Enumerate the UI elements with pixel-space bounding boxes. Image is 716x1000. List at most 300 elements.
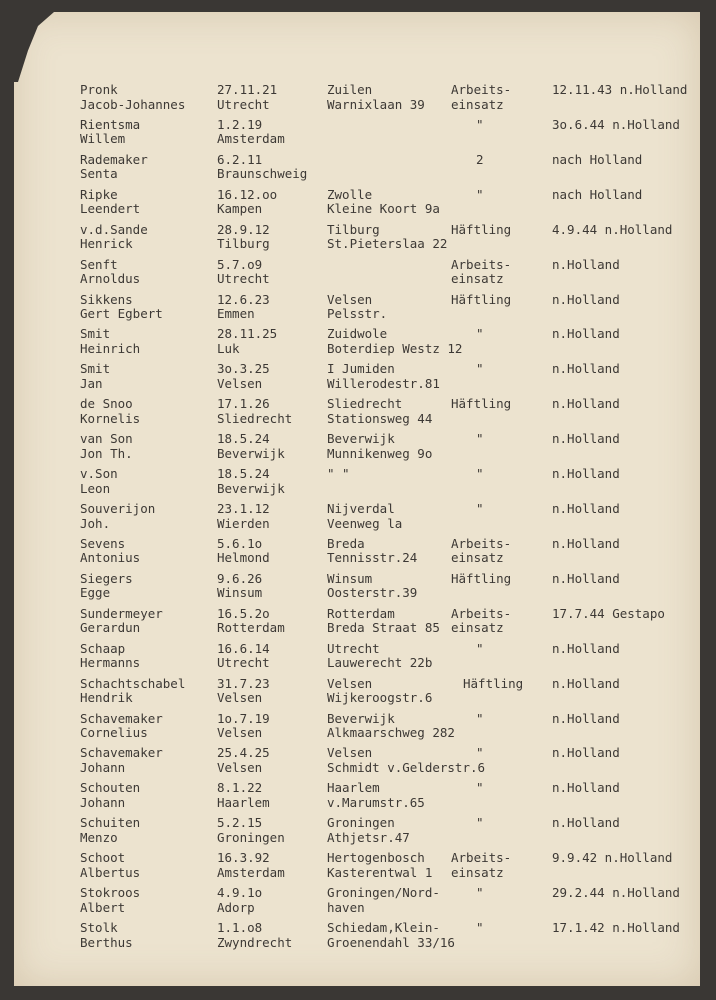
status-cell — [476, 502, 484, 517]
first-name: Senta — [80, 166, 118, 182]
name-cell — [80, 293, 163, 322]
address: Breda Straat 85 — [327, 620, 440, 636]
status-2: einsatz — [451, 864, 504, 880]
status-cell — [476, 118, 484, 133]
status-2: einsatz — [451, 271, 504, 287]
birth-place: Utrecht — [217, 271, 270, 287]
status-cell — [476, 712, 484, 727]
address-cell — [327, 502, 402, 531]
address-cell — [327, 397, 432, 426]
remark: 12.11.43 n.Holland — [552, 82, 688, 97]
birth-place: Sliedrecht — [217, 410, 293, 426]
birth-date: 25.4.25 — [217, 745, 270, 761]
name-cell — [80, 677, 185, 706]
name-cell — [80, 712, 163, 741]
last-name: Siegers — [80, 570, 133, 586]
birth-cell — [217, 467, 285, 496]
status-cell — [476, 467, 484, 482]
city: " " — [327, 466, 350, 482]
status-cell — [451, 397, 511, 412]
name-cell — [80, 502, 155, 531]
status-cell — [476, 188, 484, 203]
status-cell — [451, 83, 511, 112]
status-cell — [476, 781, 484, 796]
remark-cell — [552, 851, 672, 866]
remark-cell — [552, 677, 620, 692]
address: Tennisstr.24 — [327, 550, 418, 566]
birth-cell — [217, 572, 262, 601]
city: Haarlem — [327, 780, 380, 796]
status-1: " — [476, 815, 484, 831]
birth-place: Rotterdam — [217, 620, 285, 636]
address: Stationsweg 44 — [327, 410, 433, 426]
remark-cell — [552, 816, 620, 831]
first-name: Cornelius — [80, 725, 148, 741]
first-name: Joh. — [80, 515, 111, 531]
address-cell — [327, 572, 417, 601]
birth-date: 17.1.26 — [217, 396, 270, 412]
status-cell — [476, 921, 484, 936]
address-cell — [327, 327, 462, 356]
remark-cell — [552, 223, 672, 238]
city: Beverwijk — [327, 431, 395, 447]
address: Schmidt v.Gelderstr.6 — [327, 759, 486, 775]
city: I Jumiden — [327, 361, 395, 377]
name-cell — [80, 118, 140, 147]
remark: 9.9.42 n.Holland — [552, 850, 673, 866]
address: Warnixlaan 39 — [327, 96, 425, 112]
last-name: de Snoo — [80, 396, 133, 412]
address-cell — [327, 677, 432, 706]
birth-cell — [217, 397, 292, 426]
status-1: " — [476, 431, 484, 447]
birth-place: Adorp — [217, 899, 255, 915]
record-row — [14, 572, 700, 606]
status-1: " — [476, 116, 484, 132]
name-cell — [80, 467, 118, 496]
first-name: Jan — [80, 375, 103, 391]
birth-cell — [217, 432, 285, 461]
birth-date: 6.2.11 — [217, 151, 263, 167]
record-row — [14, 362, 700, 396]
address-cell — [327, 851, 432, 880]
status-cell — [476, 153, 484, 168]
remark-cell — [552, 746, 620, 761]
address-cell — [327, 746, 485, 775]
birth-date: 12.6.23 — [217, 291, 270, 307]
status-1: " — [476, 640, 484, 656]
status-cell — [451, 537, 511, 566]
status-1: Arbeits- — [451, 535, 512, 551]
remark: 3o.6.44 n.Holland — [552, 116, 680, 132]
remark: n.Holland — [552, 710, 620, 726]
name-cell — [80, 537, 140, 566]
city: Sliedrecht — [327, 396, 403, 412]
status-cell — [476, 886, 484, 901]
first-name: Leon — [80, 480, 111, 496]
birth-cell — [217, 816, 285, 845]
status-cell — [476, 327, 484, 342]
birth-date: 16.12.oo — [217, 186, 278, 202]
birth-cell — [217, 118, 285, 147]
name-cell — [80, 153, 148, 182]
last-name: van Son — [80, 431, 133, 447]
last-name: v.Son — [80, 466, 118, 482]
remark-cell — [552, 572, 620, 587]
city: Schiedam,Klein- — [327, 920, 440, 936]
record-row — [14, 746, 700, 780]
status-cell — [476, 362, 484, 377]
record-row — [14, 677, 700, 711]
birth-cell — [217, 83, 277, 112]
remark-cell — [552, 712, 620, 727]
name-cell — [80, 188, 140, 217]
birth-place: Velsen — [217, 690, 263, 706]
last-name: Senft — [80, 256, 118, 272]
birth-date: 1.1.o8 — [217, 920, 263, 936]
status-cell — [451, 572, 511, 587]
first-name: Arnoldus — [80, 271, 141, 287]
birth-place: Luk — [217, 340, 240, 356]
last-name: Sikkens — [80, 291, 133, 307]
first-name: Egge — [80, 585, 111, 601]
name-cell — [80, 327, 140, 356]
birth-cell — [217, 362, 270, 391]
remark-cell — [552, 118, 680, 133]
status-1: " — [476, 745, 484, 761]
city: Zwolle — [327, 186, 373, 202]
last-name: Stokroos — [80, 885, 141, 901]
birth-cell — [217, 642, 270, 671]
name-cell — [80, 432, 133, 461]
address: Athjetsr.47 — [327, 829, 410, 845]
birth-date: 5.6.1o — [217, 535, 263, 551]
remark-cell — [552, 432, 620, 447]
record-row — [14, 223, 700, 257]
last-name: Pronk — [80, 82, 118, 97]
remark: 29.2.44 n.Holland — [552, 885, 680, 901]
first-name: Willem — [80, 131, 126, 147]
status-1: Häftling — [451, 221, 512, 237]
last-name: Ripke — [80, 186, 118, 202]
birth-place: Velsen — [217, 759, 263, 775]
remark: n.Holland — [552, 326, 620, 342]
birth-cell — [217, 607, 285, 636]
record-row — [14, 781, 700, 815]
remark-cell — [552, 188, 642, 203]
status-1: Arbeits- — [451, 82, 512, 97]
birth-place: Winsum — [217, 585, 263, 601]
remark-cell — [552, 83, 687, 98]
remark: n.Holland — [552, 780, 620, 796]
first-name: Johann — [80, 759, 126, 775]
status-1: " — [476, 780, 484, 796]
first-name: Gerardun — [80, 620, 141, 636]
record-row — [14, 258, 700, 292]
address: Oosterstr.39 — [327, 585, 418, 601]
first-name: Antonius — [80, 550, 141, 566]
birth-date: 27.11.21 — [217, 82, 278, 97]
remark-cell — [552, 886, 680, 901]
address-cell — [327, 83, 425, 112]
first-name: Albertus — [80, 864, 141, 880]
remark: n.Holland — [552, 815, 620, 831]
address-cell — [327, 921, 455, 950]
birth-date: 5.2.15 — [217, 815, 263, 831]
status-cell — [451, 223, 511, 238]
remark-cell — [552, 607, 665, 622]
name-cell — [80, 362, 110, 391]
remark: nach Holland — [552, 151, 643, 167]
status-1: " — [476, 501, 484, 517]
status-1: Arbeits- — [451, 256, 512, 272]
birth-date: 16.5.2o — [217, 605, 270, 621]
status-1: Häftling — [451, 291, 512, 307]
birth-place: Amsterdam — [217, 864, 285, 880]
address: St.Pieterslaa 22 — [327, 236, 448, 252]
name-cell — [80, 642, 140, 671]
birth-cell — [217, 327, 277, 356]
address-cell — [327, 467, 350, 482]
birth-cell — [217, 223, 270, 252]
last-name: Sevens — [80, 535, 126, 551]
last-name: Smit — [80, 361, 111, 377]
birth-cell — [217, 921, 292, 950]
last-name: Schachtschabel — [80, 675, 186, 691]
address: Veenweg la — [327, 515, 403, 531]
city: Tilburg — [327, 221, 380, 237]
address: Pelsstr. — [327, 306, 388, 322]
birth-place: Groningen — [217, 829, 285, 845]
birth-date: 28.9.12 — [217, 221, 270, 237]
birth-cell — [217, 886, 262, 915]
last-name: Schavemaker — [80, 745, 163, 761]
status-cell — [451, 258, 511, 287]
record-row — [14, 397, 700, 431]
birth-cell — [217, 746, 270, 775]
record-row — [14, 851, 700, 885]
city: Zuidwole — [327, 326, 388, 342]
birth-date: 9.6.26 — [217, 570, 263, 586]
status-cell — [476, 816, 484, 831]
last-name: Schavemaker — [80, 710, 163, 726]
birth-date: 5.7.o9 — [217, 256, 263, 272]
birth-place: Velsen — [217, 375, 263, 391]
city: Zuilen — [327, 82, 373, 97]
status-1: " — [476, 466, 484, 482]
record-row — [14, 118, 700, 152]
record-row — [14, 816, 700, 850]
remark: n.Holland — [552, 256, 620, 272]
address: Kasterentwal 1 — [327, 864, 433, 880]
record-row — [14, 642, 700, 676]
remark: n.Holland — [552, 640, 620, 656]
address: Wijkeroogstr.6 — [327, 690, 433, 706]
first-name: Jon Th. — [80, 445, 133, 461]
first-name: Henrick — [80, 236, 133, 252]
birth-date: 1o.7.19 — [217, 710, 270, 726]
status-cell — [451, 293, 511, 308]
city: Nijverdal — [327, 501, 395, 517]
birth-place: Wierden — [217, 515, 270, 531]
birth-date: 18.5.24 — [217, 431, 270, 447]
address: Groenendahl 33/16 — [327, 934, 455, 950]
first-name: Kornelis — [80, 410, 141, 426]
address-cell — [327, 712, 455, 741]
first-name: Jacob-Johannes — [80, 96, 186, 112]
record-row — [14, 607, 700, 641]
birth-date: 16.6.14 — [217, 640, 270, 656]
record-row — [14, 327, 700, 361]
city: Beverwijk — [327, 710, 395, 726]
birth-date: 3o.3.25 — [217, 361, 270, 377]
birth-date: 1.2.19 — [217, 116, 263, 132]
record-row — [14, 712, 700, 746]
last-name: Rientsma — [80, 116, 141, 132]
birth-cell — [217, 677, 270, 706]
birth-date: 28.11.25 — [217, 326, 278, 342]
record-row — [14, 293, 700, 327]
first-name: Albert — [80, 899, 126, 915]
remark-cell — [552, 921, 680, 936]
name-cell — [80, 607, 163, 636]
status-1: " — [476, 920, 484, 936]
remark-cell — [552, 537, 620, 552]
birth-place: Haarlem — [217, 794, 270, 810]
last-name: Schouten — [80, 780, 141, 796]
first-name: Johann — [80, 794, 126, 810]
last-name: Stolk — [80, 920, 118, 936]
name-cell — [80, 83, 185, 112]
last-name: Rademaker — [80, 151, 148, 167]
status-1: Arbeits- — [451, 605, 512, 621]
birth-date: 8.1.22 — [217, 780, 263, 796]
address: v.Marumstr.65 — [327, 794, 425, 810]
status-2: einsatz — [451, 620, 504, 636]
remark: 17.1.42 n.Holland — [552, 920, 680, 936]
remark: 4.9.44 n.Holland — [552, 221, 673, 237]
remark-cell — [552, 397, 620, 412]
name-cell — [80, 397, 140, 426]
remark: n.Holland — [552, 501, 620, 517]
name-cell — [80, 886, 140, 915]
remark-cell — [552, 258, 620, 273]
document-page — [14, 12, 700, 986]
status-1: " — [476, 885, 484, 901]
birth-cell — [217, 781, 270, 810]
name-cell — [80, 258, 140, 287]
birth-place: Beverwijk — [217, 445, 285, 461]
status-cell — [476, 432, 484, 447]
status-1: Häftling — [463, 675, 524, 691]
first-name: Berthus — [80, 934, 133, 950]
birth-date: 23.1.12 — [217, 501, 270, 517]
name-cell — [80, 746, 163, 775]
city: Velsen — [327, 675, 373, 691]
status-cell — [476, 746, 484, 761]
remark: nach Holland — [552, 186, 643, 202]
last-name: v.d.Sande — [80, 221, 148, 237]
status-1: " — [476, 326, 484, 342]
birth-place: Amsterdam — [217, 131, 285, 147]
remark: n.Holland — [552, 570, 620, 586]
record-row — [14, 886, 700, 920]
remark: n.Holland — [552, 675, 620, 691]
birth-place: Braunschweig — [217, 166, 308, 182]
birth-place: Zwyndrecht — [217, 934, 293, 950]
remark: 17.7.44 Gestapo — [552, 605, 665, 621]
remark: n.Holland — [552, 431, 620, 447]
birth-place: Beverwijk — [217, 480, 285, 496]
last-name: Smit — [80, 326, 111, 342]
last-name: Sundermeyer — [80, 605, 163, 621]
record-row — [14, 153, 700, 187]
status-1: Häftling — [451, 396, 512, 412]
birth-date: 31.7.23 — [217, 675, 270, 691]
status-1: 2 — [476, 151, 484, 167]
remark-cell — [552, 467, 620, 482]
first-name: Gert Egbert — [80, 306, 163, 322]
city: Groningen/Nord- — [327, 885, 440, 901]
record-row — [14, 188, 700, 222]
address-cell — [327, 642, 432, 671]
address-cell — [327, 293, 387, 322]
birth-place: Helmond — [217, 550, 270, 566]
birth-place: Utrecht — [217, 96, 270, 112]
birth-cell — [217, 188, 277, 217]
birth-cell — [217, 153, 307, 182]
status-1: Häftling — [451, 570, 512, 586]
address-cell — [327, 188, 440, 217]
birth-cell — [217, 851, 285, 880]
last-name: Schaap — [80, 640, 126, 656]
status-cell — [463, 677, 523, 692]
status-1: " — [476, 710, 484, 726]
name-cell — [80, 572, 133, 601]
name-cell — [80, 816, 140, 845]
first-name: Heinrich — [80, 340, 141, 356]
city: Winsum — [327, 570, 373, 586]
birth-place: Kampen — [217, 201, 263, 217]
address: Munnikenweg 9o — [327, 445, 433, 461]
birth-cell — [217, 502, 270, 531]
record-row — [14, 502, 700, 536]
birth-place: Emmen — [217, 306, 255, 322]
remark-cell — [552, 781, 620, 796]
city: Breda — [327, 535, 365, 551]
address-cell — [327, 537, 417, 566]
last-name: Souverijon — [80, 501, 156, 517]
remark-cell — [552, 642, 620, 657]
first-name: Leendert — [80, 201, 141, 217]
birth-cell — [217, 293, 270, 322]
address-cell — [327, 362, 440, 391]
city: Velsen — [327, 745, 373, 761]
remark: n.Holland — [552, 291, 620, 307]
remark-cell — [552, 293, 620, 308]
remark-cell — [552, 327, 620, 342]
name-cell — [80, 781, 140, 810]
record-row — [14, 83, 700, 117]
address: haven — [327, 899, 365, 915]
address: Kleine Koort 9a — [327, 201, 440, 217]
address: Willerodestr.81 — [327, 375, 440, 391]
address-cell — [327, 781, 425, 810]
remark: n.Holland — [552, 745, 620, 761]
city: Utrecht — [327, 640, 380, 656]
first-name: Menzo — [80, 829, 118, 845]
status-1: " — [476, 186, 484, 202]
